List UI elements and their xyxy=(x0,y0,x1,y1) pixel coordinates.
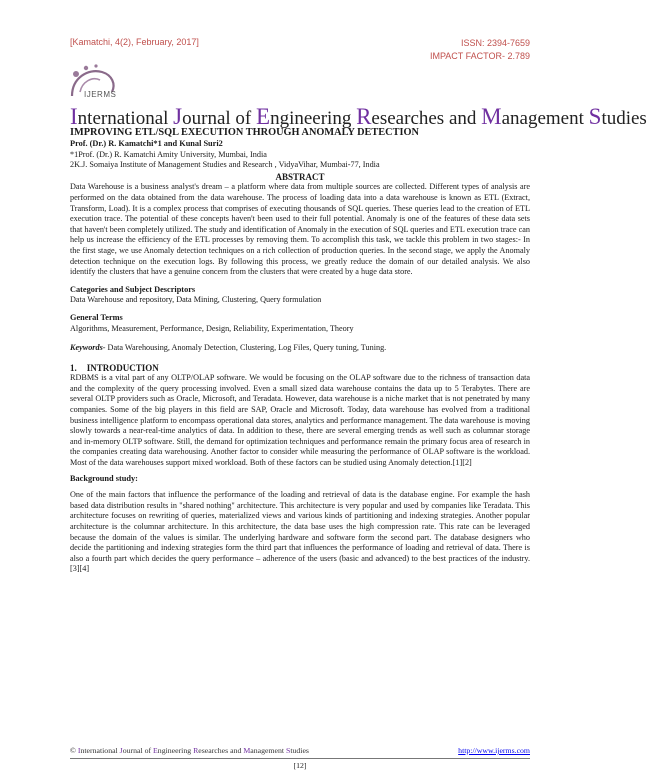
background-heading: Background study: xyxy=(70,473,138,483)
header-issn-block xyxy=(430,37,530,63)
categories-text: Data Warehouse and repository, Data Mining, Clustering, Query formulation xyxy=(70,295,322,305)
header-citation: [Kamatchi, 4(2), February, 2017] xyxy=(70,37,199,47)
introduction-title: INTRODUCTION xyxy=(86,362,159,373)
categories-heading: Categories and Subject Descriptors xyxy=(70,284,196,294)
keywords xyxy=(70,343,530,354)
page-number: [12] xyxy=(293,761,307,770)
paper-authors: Prof. (Dr.) R. Kamatchi*1 and Kunal Suri2 xyxy=(70,139,223,148)
introduction-number: 1. xyxy=(70,362,77,373)
keywords-label: Keywords- xyxy=(70,343,106,353)
header-impact-factor: IMPACT FACTOR- 2.789 xyxy=(429,51,530,61)
header-issn: ISSN: 2394-7659 xyxy=(460,38,530,48)
background-text: One of the main factors that influence the performance of the loading and retrieval of data is the database engine. For example the hash based data distribution results in "shared nothing" architecture. This architecture is very popular and used by companies like Teradata. This architecture focuses on rewriting of queries, materialized views and various kinds of partitioning and indexing strategies. Another popular architecture is the columnar architecture. In this architecture, the data base uses the high compression rate. This rate can be leveraged because the domain of the values is similar. The underlying hardware and software form the second part. The database designers who decide the partitioning and indexing strategies form the third part that influences the performance of loading and retrieval of data. There is also a fourth part which decides the query performance – adherence of the users (basic and advanced) to the best practices of the industry. [3][4] xyxy=(70,490,530,574)
journal-logo-text: IJERMS xyxy=(84,90,117,99)
general-terms-heading: General Terms xyxy=(70,312,123,322)
introduction-heading xyxy=(70,363,530,374)
paper-body xyxy=(70,127,530,575)
footer-url-link[interactable]: http://www.ijerms.com xyxy=(458,746,530,755)
journal-name: International Journal of Engineering Researches and Management Studies xyxy=(70,104,647,129)
paper-title: IMPROVING ETL/SQL EXECUTION THROUGH ANOMALY DETECTION xyxy=(70,127,419,138)
affiliation-2: 2K.J. Somaiya Institute of Management Studies and Research , VidyaVihar, Mumbai-77, India xyxy=(70,160,380,170)
abstract-heading: ABSTRACT xyxy=(275,171,325,182)
footer-journal-name: © International Journal of Engineering Researches and Management Studies xyxy=(70,746,309,755)
keywords-text: Data Warehousing, Anomaly Detection, Clustering, Log Files, Query tuning, Tuning. xyxy=(105,343,387,353)
footer-divider xyxy=(70,758,530,759)
affiliation-1: *1Prof. (Dr.) R. Kamatchi Amity University, Mumbai, India xyxy=(70,149,267,159)
general-terms-text: Algorithms, Measurement, Performance, Design, Reliability, Experimentation, Theory xyxy=(70,323,354,333)
introduction-text: RDBMS is a vital part of any OLTP/OLAP software. We would be focusing on the OLAP software due to the richness of transaction data and the complexity of the query processing involved. Even a small sized data warehouse contains the data up to 5 Terabytes. There are several OLTP providers such as Oracle, Microsoft, and Teradata. However, data warehouse is a niche market that is not penetrated by many companies. Some of the big players in this field are SAP, Oracle and Microsoft. Today, data warehouse has evolved from a traditional business intelligence platform to encompass operational data stores, analytics and performance management. The data warehouse is moving slowly towards a near-real-time analytics of data. In addition to these, there are several emerging trends as well such as columnar storage and in-memory OLTP software. Still, the demand for optimization techniques and performance remain the primary focus area of research in the companies creating data warehousing. Another factor to consider while measuring the performance of OLAP software is the workload. Most of the data warehouses support mixed workload. Both of these factors can be studied using Anomaly detection.[1][2] xyxy=(70,373,530,468)
abstract-text: Data Warehouse is a business analyst's dream – a platform where data from multiple sources are collected. Different types of analysis are performed on the data obtained from the data warehouse. The process of loading data into a data warehouse is known as ETL (Extract, Transform, Load). It is a complex process that comprises of executing thousands of SQL queries. These queries lead to the creation of ETL execution trace. The potential of these concepts haven't been used to their full potential. Anomaly is one of the features of these data sets that haven't been completely utilized. The study and identification of Anomaly in the execution of SQL queries and ETL execution trace can help us increase the efficiency of the ETL processes by removing them. To accomplish this task, we tackle this problem in two stages:- In the first stage, we use Anomaly detection techniques on a rich collection of production queries. In the second stage, we apply the Anomaly detection technique on the execution logs. By following this process, we greatly reduce the domain of our detailed analysis. We also identify the clusters that have a genuine concern from the clusters that were created by a huge data store. xyxy=(70,182,530,277)
